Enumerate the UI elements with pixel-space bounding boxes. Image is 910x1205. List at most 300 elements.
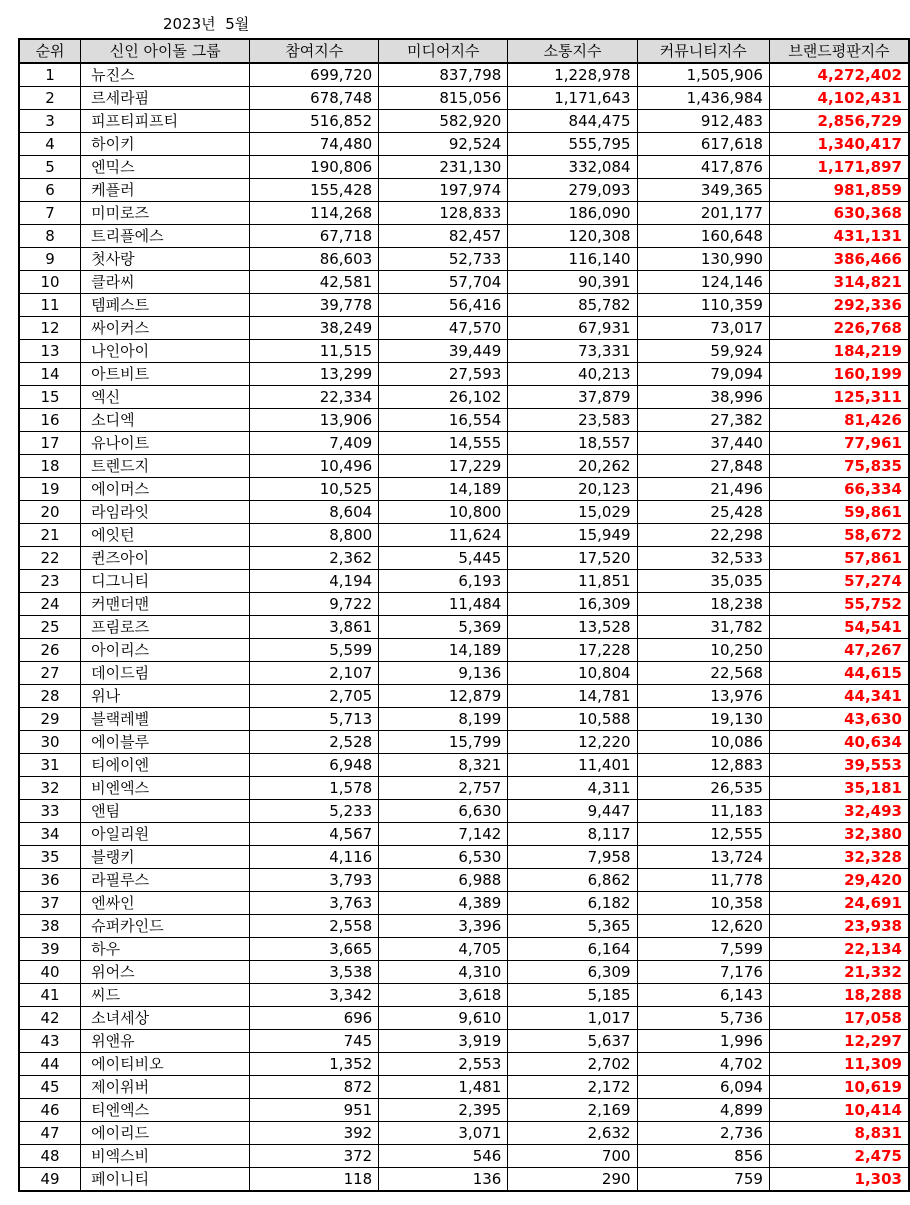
header-row (19, 39, 909, 63)
table-row (19, 133, 909, 156)
participation-cell: 8,800 (250, 524, 379, 547)
brand-reputation-cell: 81,426 (769, 409, 909, 432)
group-name-cell: 케플러 (81, 179, 250, 202)
communication-cell: 2,632 (508, 1122, 637, 1145)
participation-cell: 2,362 (250, 547, 379, 570)
communication-cell: 9,447 (508, 800, 637, 823)
community-cell: 22,298 (637, 524, 769, 547)
communication-cell: 6,164 (508, 938, 637, 961)
media-cell: 837,798 (379, 63, 508, 87)
rank-cell: 16 (19, 409, 81, 432)
participation-cell: 74,480 (250, 133, 379, 156)
brand-reputation-cell: 2,856,729 (769, 110, 909, 133)
rank-cell: 26 (19, 639, 81, 662)
table-row (19, 777, 909, 800)
media-cell: 8,199 (379, 708, 508, 731)
brand-reputation-cell: 44,341 (769, 685, 909, 708)
rank-cell: 41 (19, 984, 81, 1007)
brand-reputation-cell: 24,691 (769, 892, 909, 915)
communication-cell: 12,220 (508, 731, 637, 754)
media-cell: 10,800 (379, 501, 508, 524)
media-cell: 47,570 (379, 317, 508, 340)
group-name-cell: 트렌드지 (81, 455, 250, 478)
participation-cell: 9,722 (250, 593, 379, 616)
community-cell: 5,736 (637, 1007, 769, 1030)
participation-cell: 372 (250, 1145, 379, 1168)
community-cell: 201,177 (637, 202, 769, 225)
table-row (19, 869, 909, 892)
communication-cell: 67,931 (508, 317, 637, 340)
table-row (19, 1053, 909, 1076)
participation-cell: 114,268 (250, 202, 379, 225)
table-row (19, 87, 909, 110)
communication-cell: 4,311 (508, 777, 637, 800)
brand-reputation-cell: 32,380 (769, 823, 909, 846)
communication-cell: 10,804 (508, 662, 637, 685)
group-name-cell: 싸이커스 (81, 317, 250, 340)
communication-cell: 6,182 (508, 892, 637, 915)
group-name-cell: 클라씨 (81, 271, 250, 294)
participation-cell: 42,581 (250, 271, 379, 294)
group-name-cell: 씨드 (81, 984, 250, 1007)
participation-cell: 699,720 (250, 63, 379, 87)
community-cell: 4,899 (637, 1099, 769, 1122)
participation-cell: 678,748 (250, 87, 379, 110)
community-cell: 10,086 (637, 731, 769, 754)
table-row (19, 432, 909, 455)
media-cell: 3,071 (379, 1122, 508, 1145)
table-row (19, 1076, 909, 1099)
brand-reputation-cell: 314,821 (769, 271, 909, 294)
table-row (19, 363, 909, 386)
rank-cell: 24 (19, 593, 81, 616)
communication-cell: 290 (508, 1168, 637, 1192)
table-row (19, 271, 909, 294)
table-row (19, 938, 909, 961)
rank-cell: 29 (19, 708, 81, 731)
media-cell: 52,733 (379, 248, 508, 271)
community-cell: 1,996 (637, 1030, 769, 1053)
community-cell: 160,648 (637, 225, 769, 248)
brand-reputation-cell: 47,267 (769, 639, 909, 662)
header-brand-reputation: 브랜드평판지수 (769, 39, 909, 63)
community-cell: 22,568 (637, 662, 769, 685)
rank-cell: 14 (19, 363, 81, 386)
communication-cell: 73,331 (508, 340, 637, 363)
media-cell: 17,229 (379, 455, 508, 478)
group-name-cell: 미미로즈 (81, 202, 250, 225)
rank-cell: 23 (19, 570, 81, 593)
participation-cell: 4,116 (250, 846, 379, 869)
rank-cell: 49 (19, 1168, 81, 1192)
communication-cell: 120,308 (508, 225, 637, 248)
group-name-cell: 에이머스 (81, 478, 250, 501)
communication-cell: 40,213 (508, 363, 637, 386)
participation-cell: 1,578 (250, 777, 379, 800)
table-row (19, 570, 909, 593)
group-name-cell: 엑신 (81, 386, 250, 409)
table-row (19, 593, 909, 616)
participation-cell: 10,496 (250, 455, 379, 478)
community-cell: 38,996 (637, 386, 769, 409)
media-cell: 1,481 (379, 1076, 508, 1099)
communication-cell: 23,583 (508, 409, 637, 432)
communication-cell: 5,637 (508, 1030, 637, 1053)
brand-reputation-cell: 23,938 (769, 915, 909, 938)
community-cell: 18,238 (637, 593, 769, 616)
communication-cell: 18,557 (508, 432, 637, 455)
community-cell: 27,382 (637, 409, 769, 432)
table-row (19, 915, 909, 938)
rank-cell: 8 (19, 225, 81, 248)
rank-cell: 15 (19, 386, 81, 409)
rank-cell: 28 (19, 685, 81, 708)
rank-cell: 37 (19, 892, 81, 915)
brand-reputation-cell: 10,414 (769, 1099, 909, 1122)
rank-cell: 13 (19, 340, 81, 363)
participation-cell: 745 (250, 1030, 379, 1053)
rank-cell: 5 (19, 156, 81, 179)
group-name-cell: 블랙레벨 (81, 708, 250, 731)
community-cell: 11,183 (637, 800, 769, 823)
media-cell: 3,396 (379, 915, 508, 938)
participation-cell: 3,763 (250, 892, 379, 915)
participation-cell: 155,428 (250, 179, 379, 202)
brand-reputation-cell: 981,859 (769, 179, 909, 202)
participation-cell: 86,603 (250, 248, 379, 271)
brand-reputation-cell: 17,058 (769, 1007, 909, 1030)
group-name-cell: 아일리원 (81, 823, 250, 846)
participation-cell: 696 (250, 1007, 379, 1030)
media-cell: 8,321 (379, 754, 508, 777)
brand-reputation-cell: 12,297 (769, 1030, 909, 1053)
media-cell: 2,757 (379, 777, 508, 800)
communication-cell: 37,879 (508, 386, 637, 409)
table-row (19, 1145, 909, 1168)
rank-cell: 33 (19, 800, 81, 823)
communication-cell: 1,171,643 (508, 87, 637, 110)
communication-cell: 90,391 (508, 271, 637, 294)
media-cell: 7,142 (379, 823, 508, 846)
media-cell: 82,457 (379, 225, 508, 248)
table-row (19, 823, 909, 846)
media-cell: 14,189 (379, 478, 508, 501)
community-cell: 11,778 (637, 869, 769, 892)
participation-cell: 11,515 (250, 340, 379, 363)
rank-cell: 46 (19, 1099, 81, 1122)
community-cell: 31,782 (637, 616, 769, 639)
table-row (19, 478, 909, 501)
community-cell: 2,736 (637, 1122, 769, 1145)
group-name-cell: 페이니티 (81, 1168, 250, 1192)
table-row (19, 455, 909, 478)
brand-reputation-cell: 431,131 (769, 225, 909, 248)
communication-cell: 1,228,978 (508, 63, 637, 87)
brand-reputation-cell: 22,134 (769, 938, 909, 961)
table-row (19, 1007, 909, 1030)
community-cell: 912,483 (637, 110, 769, 133)
brand-reputation-cell: 11,309 (769, 1053, 909, 1076)
group-name-cell: 디그니티 (81, 570, 250, 593)
table-row (19, 63, 909, 87)
participation-cell: 3,665 (250, 938, 379, 961)
group-name-cell: 퀸즈아이 (81, 547, 250, 570)
media-cell: 197,974 (379, 179, 508, 202)
brand-reputation-cell: 32,493 (769, 800, 909, 823)
rank-cell: 34 (19, 823, 81, 846)
communication-cell: 5,185 (508, 984, 637, 1007)
community-cell: 59,924 (637, 340, 769, 363)
group-name-cell: 에이리드 (81, 1122, 250, 1145)
community-cell: 10,358 (637, 892, 769, 915)
rank-cell: 19 (19, 478, 81, 501)
brand-reputation-cell: 35,181 (769, 777, 909, 800)
group-name-cell: 라필루스 (81, 869, 250, 892)
group-name-cell: 유나이트 (81, 432, 250, 455)
brand-reputation-cell: 4,102,431 (769, 87, 909, 110)
participation-cell: 951 (250, 1099, 379, 1122)
media-cell: 57,704 (379, 271, 508, 294)
community-cell: 26,535 (637, 777, 769, 800)
community-cell: 1,505,906 (637, 63, 769, 87)
brand-reputation-cell: 57,274 (769, 570, 909, 593)
media-cell: 3,618 (379, 984, 508, 1007)
media-cell: 231,130 (379, 156, 508, 179)
media-cell: 6,193 (379, 570, 508, 593)
group-name-cell: 나인아이 (81, 340, 250, 363)
table-row (19, 524, 909, 547)
media-cell: 16,554 (379, 409, 508, 432)
media-cell: 2,553 (379, 1053, 508, 1076)
community-cell: 13,724 (637, 846, 769, 869)
brand-reputation-cell: 21,332 (769, 961, 909, 984)
participation-cell: 3,861 (250, 616, 379, 639)
rank-cell: 20 (19, 501, 81, 524)
brand-reputation-cell: 8,831 (769, 1122, 909, 1145)
community-cell: 417,876 (637, 156, 769, 179)
header-rank: 순위 (19, 39, 81, 63)
participation-cell: 190,806 (250, 156, 379, 179)
participation-cell: 118 (250, 1168, 379, 1192)
participation-cell: 39,778 (250, 294, 379, 317)
group-name-cell: 엔싸인 (81, 892, 250, 915)
communication-cell: 8,117 (508, 823, 637, 846)
community-cell: 12,883 (637, 754, 769, 777)
table-row (19, 248, 909, 271)
participation-cell: 2,528 (250, 731, 379, 754)
rank-cell: 39 (19, 938, 81, 961)
participation-cell: 38,249 (250, 317, 379, 340)
participation-cell: 516,852 (250, 110, 379, 133)
brand-reputation-cell: 40,634 (769, 731, 909, 754)
rank-cell: 2 (19, 87, 81, 110)
media-cell: 27,593 (379, 363, 508, 386)
participation-cell: 13,906 (250, 409, 379, 432)
participation-cell: 67,718 (250, 225, 379, 248)
table-row (19, 731, 909, 754)
participation-cell: 5,233 (250, 800, 379, 823)
community-cell: 73,017 (637, 317, 769, 340)
group-name-cell: 엔믹스 (81, 156, 250, 179)
media-cell: 128,833 (379, 202, 508, 225)
group-name-cell: 슈퍼카인드 (81, 915, 250, 938)
table-row (19, 961, 909, 984)
rank-cell: 45 (19, 1076, 81, 1099)
group-name-cell: 에잇턴 (81, 524, 250, 547)
group-name-cell: 라임라잇 (81, 501, 250, 524)
media-cell: 26,102 (379, 386, 508, 409)
rank-cell: 38 (19, 915, 81, 938)
rank-cell: 35 (19, 846, 81, 869)
group-name-cell: 하이키 (81, 133, 250, 156)
group-name-cell: 프림로즈 (81, 616, 250, 639)
communication-cell: 11,401 (508, 754, 637, 777)
header-group: 신인 아이돌 그룹 (81, 39, 250, 63)
media-cell: 12,879 (379, 685, 508, 708)
brand-reputation-cell: 32,328 (769, 846, 909, 869)
group-name-cell: 데이드림 (81, 662, 250, 685)
rank-cell: 3 (19, 110, 81, 133)
brand-reputation-cell: 75,835 (769, 455, 909, 478)
table-body (19, 63, 909, 1191)
rank-cell: 47 (19, 1122, 81, 1145)
communication-cell: 555,795 (508, 133, 637, 156)
rank-cell: 4 (19, 133, 81, 156)
community-cell: 130,990 (637, 248, 769, 271)
group-name-cell: 트리플에스 (81, 225, 250, 248)
brand-reputation-cell: 160,199 (769, 363, 909, 386)
communication-cell: 6,862 (508, 869, 637, 892)
table-row (19, 317, 909, 340)
community-cell: 19,130 (637, 708, 769, 731)
participation-cell: 7,409 (250, 432, 379, 455)
group-name-cell: 티에이엔 (81, 754, 250, 777)
brand-reputation-cell: 184,219 (769, 340, 909, 363)
brand-reputation-cell: 18,288 (769, 984, 909, 1007)
group-name-cell: 아트비트 (81, 363, 250, 386)
community-cell: 10,250 (637, 639, 769, 662)
brand-reputation-cell: 59,861 (769, 501, 909, 524)
brand-reputation-cell: 55,752 (769, 593, 909, 616)
community-cell: 759 (637, 1168, 769, 1192)
communication-cell: 85,782 (508, 294, 637, 317)
rank-cell: 12 (19, 317, 81, 340)
participation-cell: 4,567 (250, 823, 379, 846)
table-row (19, 340, 909, 363)
table-row (19, 846, 909, 869)
media-cell: 15,799 (379, 731, 508, 754)
group-name-cell: 비엑스비 (81, 1145, 250, 1168)
community-cell: 349,365 (637, 179, 769, 202)
communication-cell: 16,309 (508, 593, 637, 616)
brand-reputation-cell: 292,336 (769, 294, 909, 317)
brand-reputation-cell: 125,311 (769, 386, 909, 409)
communication-cell: 332,084 (508, 156, 637, 179)
community-cell: 79,094 (637, 363, 769, 386)
community-cell: 27,848 (637, 455, 769, 478)
brand-reputation-cell: 1,303 (769, 1168, 909, 1192)
communication-cell: 2,702 (508, 1053, 637, 1076)
group-name-cell: 커맨더맨 (81, 593, 250, 616)
participation-cell: 872 (250, 1076, 379, 1099)
media-cell: 11,484 (379, 593, 508, 616)
rank-cell: 44 (19, 1053, 81, 1076)
header-participation: 참여지수 (250, 39, 379, 63)
communication-cell: 17,520 (508, 547, 637, 570)
rank-cell: 31 (19, 754, 81, 777)
media-cell: 3,919 (379, 1030, 508, 1053)
community-cell: 617,618 (637, 133, 769, 156)
brand-reputation-cell: 1,340,417 (769, 133, 909, 156)
table-row (19, 1030, 909, 1053)
brand-reputation-table (18, 38, 910, 1192)
media-cell: 6,988 (379, 869, 508, 892)
participation-cell: 3,538 (250, 961, 379, 984)
communication-cell: 1,017 (508, 1007, 637, 1030)
rank-cell: 43 (19, 1030, 81, 1053)
group-name-cell: 비엔엑스 (81, 777, 250, 800)
table-row (19, 892, 909, 915)
table-row (19, 616, 909, 639)
group-name-cell: 아이리스 (81, 639, 250, 662)
brand-reputation-cell: 44,615 (769, 662, 909, 685)
table-row (19, 501, 909, 524)
media-cell: 6,530 (379, 846, 508, 869)
group-name-cell: 뉴진스 (81, 63, 250, 87)
table-row (19, 156, 909, 179)
table-row (19, 1122, 909, 1145)
table-row (19, 708, 909, 731)
community-cell: 12,555 (637, 823, 769, 846)
rank-cell: 21 (19, 524, 81, 547)
media-cell: 14,555 (379, 432, 508, 455)
group-name-cell: 앤팀 (81, 800, 250, 823)
brand-reputation-cell: 39,553 (769, 754, 909, 777)
group-name-cell: 에이티비오 (81, 1053, 250, 1076)
communication-cell: 7,958 (508, 846, 637, 869)
communication-cell: 11,851 (508, 570, 637, 593)
community-cell: 856 (637, 1145, 769, 1168)
header-media: 미디어지수 (379, 39, 508, 63)
communication-cell: 15,949 (508, 524, 637, 547)
communication-cell: 186,090 (508, 202, 637, 225)
participation-cell: 3,342 (250, 984, 379, 1007)
table-row (19, 662, 909, 685)
communication-cell: 15,029 (508, 501, 637, 524)
group-name-cell: 소디엑 (81, 409, 250, 432)
group-name-cell: 피프티피프티 (81, 110, 250, 133)
group-name-cell: 티엔엑스 (81, 1099, 250, 1122)
participation-cell: 2,705 (250, 685, 379, 708)
rank-cell: 18 (19, 455, 81, 478)
community-cell: 32,533 (637, 547, 769, 570)
communication-cell: 116,140 (508, 248, 637, 271)
rank-cell: 22 (19, 547, 81, 570)
community-cell: 12,620 (637, 915, 769, 938)
table-caption: 2023년 5월 (163, 15, 250, 33)
rank-cell: 36 (19, 869, 81, 892)
rank-cell: 9 (19, 248, 81, 271)
community-cell: 37,440 (637, 432, 769, 455)
table-row (19, 639, 909, 662)
rank-cell: 32 (19, 777, 81, 800)
communication-cell: 279,093 (508, 179, 637, 202)
brand-reputation-cell: 77,961 (769, 432, 909, 455)
rank-cell: 1 (19, 63, 81, 87)
media-cell: 14,189 (379, 639, 508, 662)
media-cell: 5,369 (379, 616, 508, 639)
table-row (19, 179, 909, 202)
